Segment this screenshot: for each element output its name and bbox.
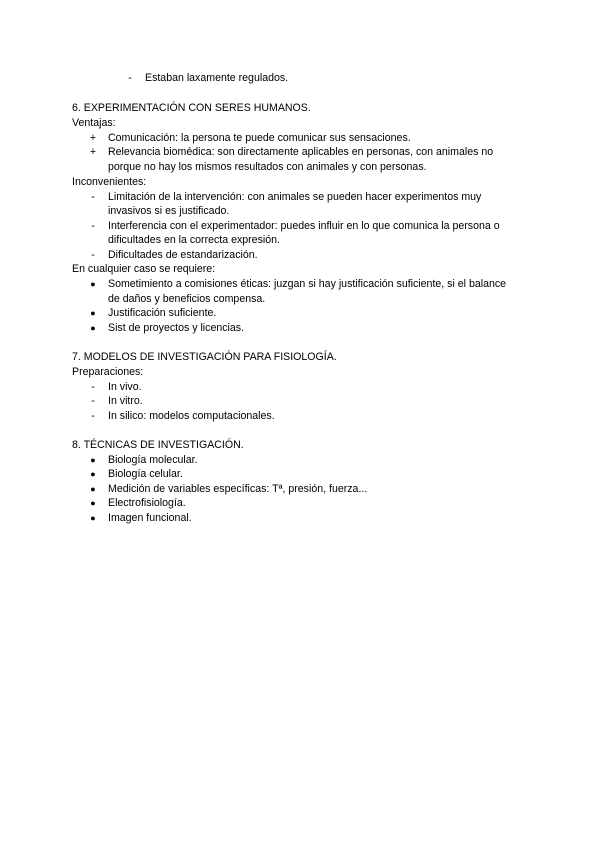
preparaciones-label: Preparaciones: [72,366,144,378]
bullet-marker: ● [90,513,96,523]
list-marker: - [91,249,95,261]
requiere-label: En cualquier caso se requiere: [72,263,216,275]
list-item-text: In vitro. [108,395,143,407]
list-item-text: In vivo. [108,381,142,393]
section-8-heading: 8. TÉCNICAS DE INVESTIGACIÓN. [72,439,244,451]
list-item-text: Sometimiento a comisiones éticas: juzgan si hay justificación suficiente, si el balance [108,278,507,290]
list-item-text: Biología celular. [108,468,183,480]
bullet-marker: ● [90,455,96,465]
list-marker: - [91,410,95,422]
list-item-text: Justificación suficiente. [108,307,217,319]
list-item-text: Limitación de la intervención: con animales se pueden hacer experimentos muy [108,191,482,203]
list-item-text: Medición de variables específicas: Tª, presión, fuerza... [108,483,368,495]
list-marker: - [91,191,95,203]
bullet-marker: ● [90,323,96,333]
list-marker: - [128,72,132,84]
list-marker: - [91,220,95,232]
list-marker: + [89,132,97,144]
list-item-text: Dificultades de estandarización. [108,249,258,261]
ventajas-label: Ventajas: [72,117,116,129]
list-item-text-continued: porque no hay los mismos resultados con animales y con personas. [108,161,427,173]
list-marker: - [91,395,95,407]
list-item-text: Sist de proyectos y licencias. [108,322,245,334]
bullet-marker: ● [90,279,96,289]
section-7-heading: 7. MODELOS DE INVESTIGACIÓN PARA FISIOLOGÍA. [72,351,337,363]
bullet-marker: ● [90,308,96,318]
bullet-marker: ● [90,469,96,479]
bullet-marker: ● [90,498,96,508]
list-item-text: Relevancia biomédica: son directamente aplicables en personas, con animales no [108,146,494,158]
list-item-text: Interferencia con el experimentador: puedes influir en lo que comunica la persona o [108,220,500,232]
list-item-text: In silico: modelos computacionales. [108,410,275,422]
list-item-text-continued: dificultades en la correcta expresión. [108,234,280,246]
bullet-marker: ● [90,484,96,494]
list-item-text-continued: de daños y beneficios compensa. [108,293,266,305]
list-item-text: Comunicación: la persona te puede comunicar sus sensaciones. [108,132,411,144]
list-item-text: Electrofisiología. [108,497,186,509]
list-item-text: Imagen funcional. [108,512,192,524]
list-marker: + [89,146,97,158]
list-item-text: Estaban laxamente regulados. [145,72,289,84]
list-item-text: Biología molecular. [108,454,198,466]
list-marker: - [91,381,95,393]
inconvenientes-label: Inconvenientes: [72,176,147,188]
section-6-heading: 6. EXPERIMENTACIÓN CON SERES HUMANOS. [72,102,311,114]
list-item-text-continued: invasivos si es justificado. [108,205,230,217]
